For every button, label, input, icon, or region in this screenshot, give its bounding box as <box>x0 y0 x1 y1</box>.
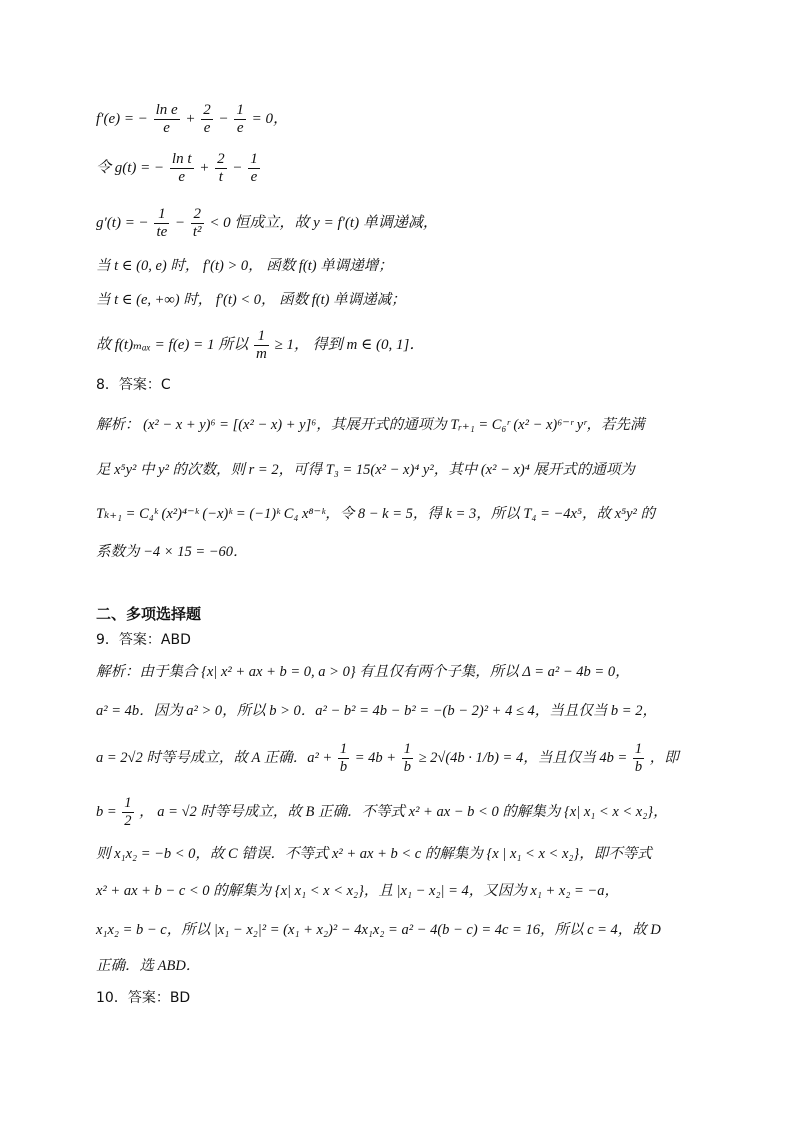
formula-text: 故 f(t)ₘₐₓ = f(e) = 1 所以 <box>96 336 249 353</box>
fraction <box>248 151 260 186</box>
fraction-numerator: ln t <box>171 151 192 167</box>
fraction-denominator: te <box>156 224 168 240</box>
formula-text: 令 g(t) = − <box>96 159 165 176</box>
fraction-numerator: 2 <box>191 206 204 224</box>
fraction-numerator: 1 <box>339 741 348 757</box>
q8-explanation-line-2: 足 x⁵y² 中 y² 的次数，则 r = 2，可得 T₃ = 15(x² − x)⁴ y²，其中 (x² − x)⁴ 展开式的通项为 <box>96 462 635 478</box>
fraction-denominator: b <box>634 759 643 775</box>
formula-text: f′(e) = − <box>96 110 148 127</box>
fraction-denominator: e <box>163 120 170 136</box>
q9-explanation-line-5: 则 x₁x₂ = −b < 0，故 C 错误．不等式 x² + ax + b < c 的解集为 {x | x₁ < x < x₂}，即不等式 <box>96 846 652 862</box>
fraction-denominator: 2 <box>124 813 132 829</box>
fraction-numerator: 1 <box>634 741 643 757</box>
formula-text: a = 2√2 时等号成立，故 A 正确．a² + <box>96 749 333 766</box>
q9-explanation-line-4 <box>96 795 668 830</box>
fraction-numerator: 1 <box>254 328 269 346</box>
formula-text: ， a = √2 时等号成立，故 B 正确．不等式 x² + ax − b < 0 的解集为 {x| x₁ < x < x₂}， <box>139 803 668 820</box>
formula-text: ，即 <box>649 749 679 766</box>
q8-explanation-line-1: 解析： (x² − x + y)⁶ = [(x² − x) + y]⁶，其展开式的通项为 Tᵣ₊₁ = C₆ʳ (x² − x)⁶⁻ʳ yʳ，若先满 <box>96 417 645 433</box>
formula-text: − <box>175 214 186 231</box>
q9-explanation-line-6: x² + ax + b − c < 0 的解集为 {x| x₁ < x < x₂}，且 |x₁ − x₂| = 4，又因为 x₁ + x₂ = −a， <box>96 883 619 899</box>
q8-explanation-line-3: Tₖ₊₁ = C₄ᵏ (x²)⁴⁻ᵏ (−x)ᵏ = (−1)ᵏ C₄ x⁸⁻ᵏ，令 8 − k = 5，得 k = 3，所以 T₄ = −4x⁵，故 x⁵y² 的 <box>96 506 656 522</box>
fraction-numerator: 1 <box>236 102 244 118</box>
max-value-line <box>96 328 424 363</box>
g-derivative-line <box>96 206 438 241</box>
fraction-numerator: 2 <box>203 102 211 118</box>
q9-explanation-line-7: x₁x₂ = b − c，所以 |x₁ − x₂|² = (x₁ + x₂)² − 4x₁x₂ = a² − 4(b − c) = 4c = 16，所以 c = 4，故 D <box>96 922 661 938</box>
fraction <box>154 206 169 241</box>
formula-text: b = <box>96 803 117 820</box>
fraction-numerator: 2 <box>217 151 225 167</box>
fraction <box>170 151 194 186</box>
fraction-numerator: 1 <box>154 206 169 224</box>
fraction-denominator: t <box>218 169 223 185</box>
decreasing-interval-line: 当 t ∈ (e, +∞) 时， f′(t) < 0， 函数 f(t) 单调递减； <box>96 292 406 308</box>
formula-text: + <box>199 159 210 176</box>
formula-text: + <box>185 110 196 127</box>
q9-explanation-line-2: a² = 4b．因为 a² > 0，所以 b > 0．a² − b² = 4b − b² = −(b − 2)² + 4 ≤ 4，当且仅当 b = 2， <box>96 703 657 719</box>
fraction-numerator: 1 <box>124 795 132 811</box>
fraction-denominator: e <box>236 120 244 136</box>
fraction <box>338 741 349 776</box>
fraction <box>191 206 204 241</box>
fraction <box>633 741 644 776</box>
formula-text: < 0 恒成立，故 y = f′(t) 单调递减， <box>209 214 438 231</box>
q9-answer: 9．答案：ABD <box>96 632 191 648</box>
formula-text: g′(t) = − <box>96 214 149 231</box>
fraction <box>201 102 213 137</box>
q10-answer: 10．答案：BD <box>96 990 191 1006</box>
q9-explanation-line-8: 正确．选 ABD． <box>96 958 201 974</box>
formula-text: − <box>232 159 243 176</box>
q9-explanation-line-3 <box>96 741 679 776</box>
fraction-denominator: t² <box>192 224 202 240</box>
fraction-denominator: e <box>178 169 186 185</box>
derivative-at-e-line <box>96 102 288 137</box>
fraction-numerator: 1 <box>403 741 411 757</box>
fraction-denominator: e <box>250 169 258 185</box>
fraction <box>234 102 246 137</box>
fraction <box>215 151 227 186</box>
increasing-interval-line: 当 t ∈ (0, e) 时， f′(t) > 0， 函数 f(t) 单调递增； <box>96 258 393 274</box>
formula-text: ≥ 1， 得到 m ∈ (0, 1]． <box>274 336 425 353</box>
fraction <box>254 328 269 363</box>
formula-text: − <box>218 110 229 127</box>
q9-explanation-line-1: 解析：由于集合 {x| x² + ax + b = 0, a > 0} 有且仅有两个子集，所以 Δ = a² − 4b = 0， <box>96 664 630 680</box>
fraction-denominator: m <box>255 346 267 362</box>
fraction-denominator: b <box>339 759 348 775</box>
fraction <box>402 741 413 776</box>
fraction <box>154 102 180 137</box>
fraction-numerator: ln e <box>155 102 178 118</box>
fraction-numerator: 1 <box>250 151 258 167</box>
define-g-line <box>96 151 262 186</box>
fraction <box>122 795 133 830</box>
q8-explanation-line-4: 系数为 −4 × 15 = −60． <box>96 544 248 560</box>
q8-answer: 8．答案：C <box>96 377 171 393</box>
fraction-denominator: b <box>403 759 411 775</box>
formula-text: = 0， <box>251 110 289 127</box>
fraction-denominator: e <box>203 120 211 136</box>
section-heading: 二、多项选择题 <box>96 605 202 623</box>
formula-text: = 4b + <box>354 749 397 766</box>
formula-text: ≥ 2√(4b · 1/b) = 4，当且仅当 4b = <box>418 749 628 766</box>
